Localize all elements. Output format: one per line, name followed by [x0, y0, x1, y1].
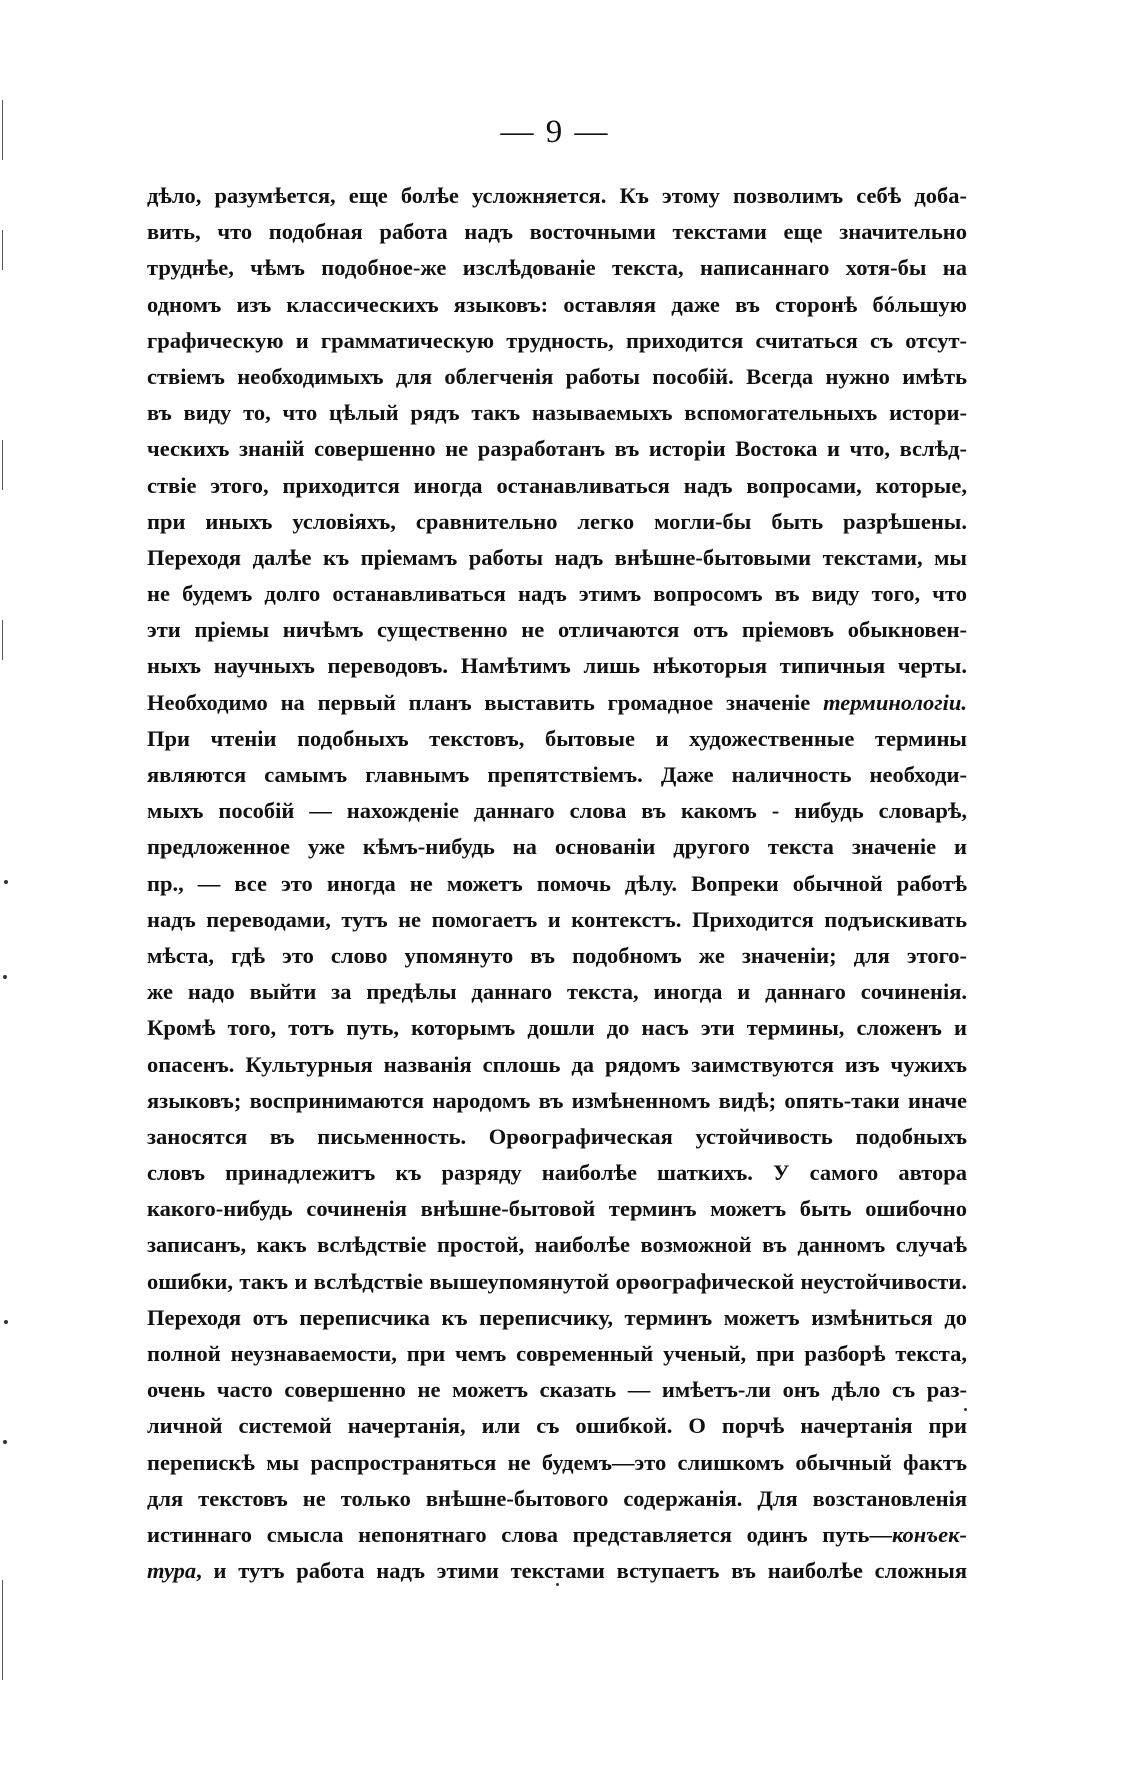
text-line: опасенъ. Культурныя названія сплошь да рядомъ заимствуются изъ чужихъ — [147, 1051, 967, 1077]
scan-dot — [964, 1408, 967, 1411]
text-line: ныхъ научныхъ переводовъ. Намѣтимъ лишь нѣкоторыя типичныя черты. — [147, 653, 967, 679]
scan-edge-mark — [2, 100, 3, 160]
page-number: — 9 — — [500, 114, 610, 150]
scan-dot — [4, 880, 8, 884]
text-line: при иныхъ условіяхъ, сравнительно легко могли-бы быть разрѣшены. — [147, 508, 967, 534]
text-line: Переходя отъ переписчика къ переписчику, терминъ можетъ измѣниться до — [147, 1304, 967, 1330]
text-line: мыхъ пособій — нахожденіе даннаго слова въ какомъ - нибудь словарѣ, — [147, 798, 967, 824]
text-line: личной системой начертанія, или съ ошибкой. О порчѣ начертанія при — [147, 1413, 967, 1439]
text-line: ческихъ знаній совершенно не разработанъ въ исторіи Востока и что, вслѣд- — [147, 436, 967, 462]
text-line: языковъ; воспринимаются народомъ въ измѣненномъ видѣ; опять-таки иначе — [147, 1087, 967, 1113]
scan-dot — [556, 1583, 559, 1586]
text-line: ствіемъ необходимыхъ для облегченія работы пособій. Всегда нужно имѣть — [147, 363, 967, 389]
scan-edge-mark — [2, 620, 3, 660]
text-line: графическую и грамматическую трудность, приходится считаться съ отсут- — [147, 327, 967, 353]
text-line: очень часто совершенно не можетъ сказать — имѣетъ-ли онъ дѣло съ раз- — [147, 1377, 967, 1403]
text-line: одномъ изъ классическихъ языковъ: оставляя даже въ сторонѣ бóльшую — [147, 291, 967, 317]
text-line: въ виду то, что цѣлый рядъ такъ называемыхъ вспомогательныхъ истори- — [147, 400, 967, 426]
scan-dot — [3, 975, 7, 979]
text-line: какого-нибудь сочиненія внѣшне-бытовой терминъ можетъ быть ошибочно — [147, 1196, 967, 1222]
text-line: не будемъ долго останавливаться надъ этимъ вопросомъ въ виду того, что — [147, 581, 967, 607]
text-line: дѣло, разумѣется, еще болѣе усложняется. Къ этому позволимъ себѣ доба- — [147, 183, 967, 208]
text-line: труднѣе, чѣмъ подобное-же изслѣдованіе текста, написаннаго хотя-бы на — [147, 255, 967, 281]
scan-dot — [4, 1320, 8, 1324]
body-text — [147, 178, 967, 1589]
text-line: ошибки, такъ и вслѣдствіе вышеупомянутой орѳографической неустойчивости. — [147, 1268, 967, 1294]
text-line: являются самымъ главнымъ препятствіемъ. Даже наличность необходи- — [147, 762, 967, 787]
scan-edge-mark — [2, 230, 3, 270]
text-line: пр., — все это иногда не можетъ помочь дѣлу. Вопреки обычной работѣ — [147, 870, 967, 896]
text-line: записанъ, какъ вслѣдствіе простой, наиболѣе возможной въ данномъ случаѣ — [147, 1232, 967, 1258]
text-line: для текстовъ не только внѣшне-бытового содержанія. Для возстановленія — [147, 1485, 967, 1511]
text-line: перепискѣ мы распространяться не будемъ—это слишкомъ обычный фактъ — [147, 1449, 967, 1475]
text-line: эти пріемы ничѣмъ существенно не отличаются отъ пріемовъ обыкновен- — [147, 617, 967, 643]
text-line: надъ переводами, тутъ не помогаетъ и контекстъ. Приходится подъискивать — [147, 906, 967, 932]
text-line: ствіе этого, приходится иногда останавливаться надъ вопросами, которые, — [147, 472, 967, 498]
text-line: Кромѣ того, тотъ путь, которымъ дошли до насъ эти термины, сложенъ и — [147, 1015, 967, 1041]
text-line: Переходя далѣе къ пріемамъ работы надъ внѣшне-бытовыми текстами, мы — [147, 544, 967, 570]
text-line: мѣста, гдѣ это слово упомянуто въ подобномъ же значеніи; для этого- — [147, 942, 967, 968]
scan-edge-mark — [2, 1580, 3, 1680]
scan-edge-mark — [2, 440, 3, 490]
text-line: истиннаго смысла непонятнаго слова представляется одинъ путь—конъек- — [147, 1521, 967, 1547]
text-line: тура, и тутъ работа надъ этими текстами вступаетъ въ наиболѣе сложныя — [147, 1558, 967, 1584]
scan-dot — [3, 1440, 7, 1444]
text-line: Необходимо на первый планъ выставить громадное значеніе терминологіи. — [147, 689, 967, 715]
text-line: предложенное уже кѣмъ-нибудь на основаніи другого текста значеніе и — [147, 834, 967, 860]
text-line: вить, что подобная работа надъ восточными текстами еще значительно — [147, 219, 967, 245]
text-line: полной неузнаваемости, при чемъ современный ученый, при разборѣ текста, — [147, 1341, 967, 1366]
text-line: заносятся въ письменность. Орѳографическая устойчивость подобныхъ — [147, 1123, 967, 1149]
text-line: же надо выйти за предѣлы даннаго текста, иногда и даннаго сочиненія. — [147, 979, 967, 1005]
text-line: словъ принадлежитъ къ разряду наиболѣе шаткихъ. У самого автора — [147, 1160, 967, 1186]
text-line: При чтеніи подобныхъ текстовъ, бытовые и художественные термины — [147, 725, 967, 751]
